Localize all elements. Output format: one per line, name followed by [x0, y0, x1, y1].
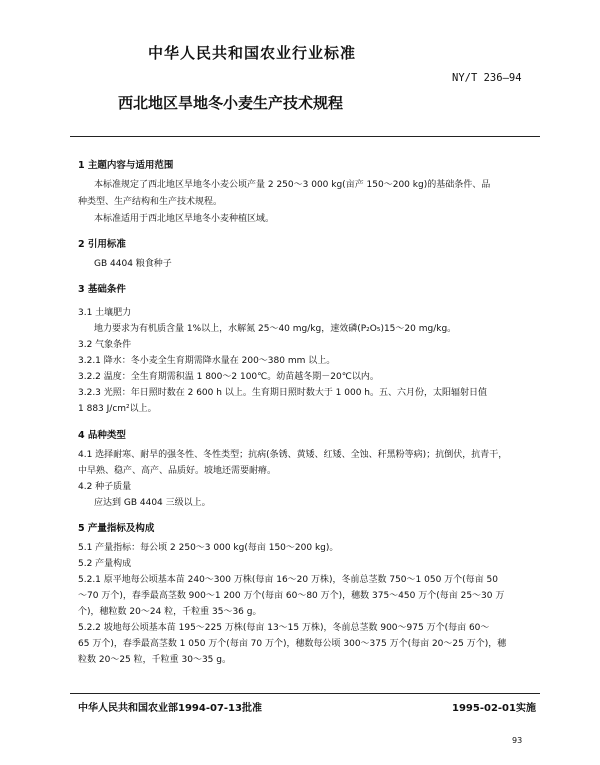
section-5-2-1-line-2: ～70 万个)，春季最高茎数 900～1 200 万个(每亩 60～80 万个)，穗数 375～450 万个(每亩 25～30 万: [78, 591, 505, 601]
section-5-2-heading: 5.2 产量构成: [78, 559, 132, 569]
section-5-2-2-line-2: 65 万个)，春季最高茎数 1 050 万个(每亩 70 万个)，穗数每公顷 300～375 万个(每亩 20～25 万个)，穗: [78, 639, 507, 649]
section-3-heading: 3 基础条件: [78, 284, 126, 295]
section-4-2-text: 应达到 GB 4404 三级以上。: [94, 498, 211, 508]
section-4-heading: 4 品种类型: [78, 430, 126, 441]
approval-line: 中华人民共和国农业部1994-07-13批准: [78, 703, 262, 714]
section-5-1-text: 5.1 产量指标：每公顷 2 250～3 000 kg(每亩 150～200 kg)。: [78, 543, 339, 553]
section-3-2-2-text: 3.2.2 温度：全生育期需积温 1 800～2 100℃。幼苗越冬期－20℃以内。: [78, 372, 379, 382]
page-number: 93: [512, 736, 523, 745]
section-1-heading: 1 主题内容与适用范围: [78, 160, 174, 171]
section-3-2-heading: 3.2 气象条件: [78, 340, 132, 350]
section-1-paragraph-line-2: 种类型、生产结构和生产技术规程。: [78, 197, 223, 207]
section-1-paragraph-line-1: 本标准规定了西北地区旱地冬小麦公顷产量 2 250～3 000 kg(亩产 150～200 kg)的基础条件、品: [94, 180, 491, 190]
section-3-1-text: 地力要求为有机质含量 1%以上，水解氮 25～40 mg/kg，速效磷(P₂O₅)15～20 mg/kg。: [94, 324, 457, 334]
footer-divider: [70, 693, 540, 694]
section-5-2-1-line-3: 个)，穗粒数 20～24 粒，千粒重 35～36 g。: [78, 607, 262, 617]
section-3-2-3-text-line-1: 3.2.3 光照：年日照时数在 2 600 h 以上。生育期日照时数大于 1 000 h。五、六月份，太阳辐射日值: [78, 388, 488, 398]
section-3-2-1-text: 3.2.1 降水：冬小麦全生育期需降水量在 200～380 mm 以上。: [78, 356, 336, 366]
section-3-1-heading: 3.1 土壤肥力: [78, 308, 132, 318]
section-5-2-2-line-1: 5.2.2 坡地每公顷基本苗 195～225 万株(每亩 13～15 万株)，冬前总茎数 900～975 万个(每亩 60～: [78, 623, 490, 633]
section-2-reference: GB 4404 粮食种子: [94, 259, 172, 269]
section-5-2-2-line-3: 粒数 20～25 粒，千粒重 30～35 g。: [78, 655, 231, 665]
section-3-2-3-text-line-2: 1 883 J/cm²以上。: [78, 404, 157, 414]
effective-date: 1995-02-01实施: [452, 703, 536, 714]
section-2-heading: 2 引用标准: [78, 239, 126, 250]
header-divider: [70, 136, 540, 137]
section-4-1-text-line-1: 4.1 选择耐寒、耐旱的强冬性、冬性类型；抗病(条锈、黄矮、红矮、全蚀、秆黑粉等病)；抗倒伏，抗青干，: [78, 450, 508, 460]
section-4-2-heading: 4.2 种子质量: [78, 482, 132, 492]
section-1-paragraph-2: 本标准适用于西北地区旱地冬小麦种植区域。: [94, 214, 275, 224]
section-5-heading: 5 产量指标及构成: [78, 523, 155, 534]
standard-number: NY/T 236—94: [452, 72, 522, 84]
document-title: 西北地区旱地冬小麦生产技术规程: [118, 94, 344, 112]
section-5-2-1-line-1: 5.2.1 原平地每公顷基本苗 240～300 万株(每亩 16～20 万株)，冬前总茎数 750～1 050 万个(每亩 50: [78, 575, 498, 585]
standard-category-title: 中华人民共和国农业行业标准: [148, 44, 357, 62]
section-4-1-text-line-2: 中早熟、稳产、高产、品质好。坡地还需要耐瘠。: [78, 466, 277, 476]
